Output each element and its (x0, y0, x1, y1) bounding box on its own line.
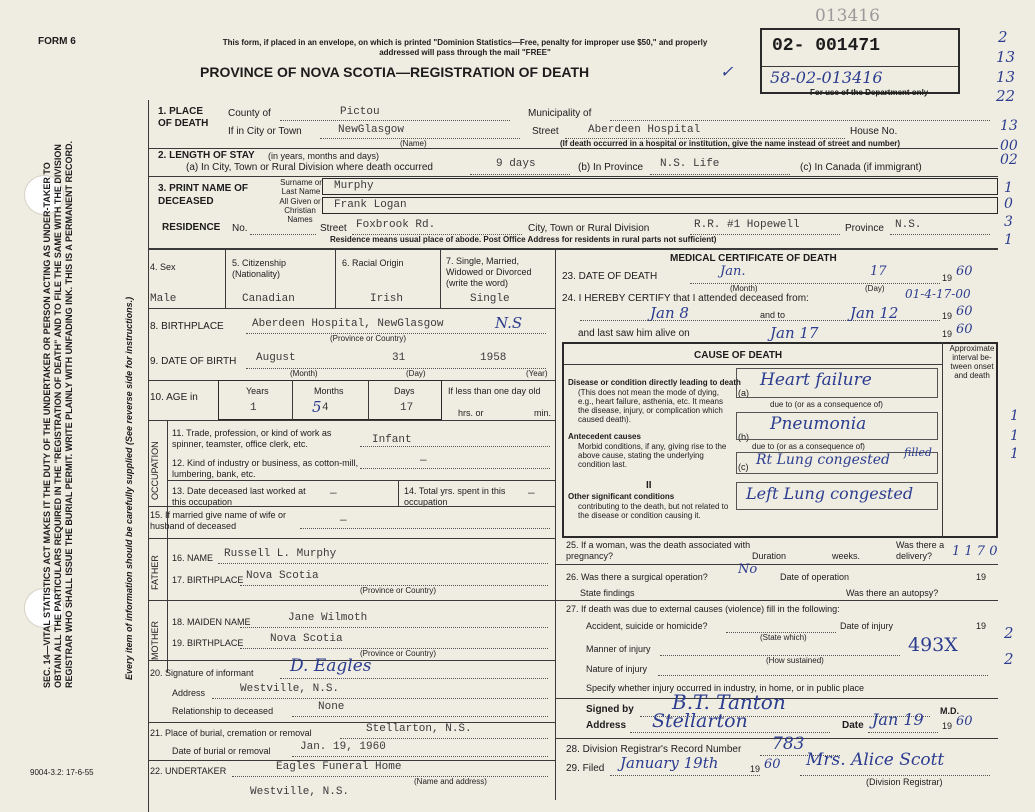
death-year: 60 (956, 264, 973, 279)
residence-label: RESIDENCE (162, 222, 221, 233)
months-value: 4 (322, 402, 329, 414)
stay-b-label: (b) In Province (578, 162, 644, 173)
antecedent-label: Antecedent causes (568, 432, 641, 441)
mail-notice: This form, if placed in an envelope, on which is printed "Dominion Statistics—Free, penalty for improper use $50," and properly addressed will pass through the mail "FREE" (222, 38, 708, 57)
name-label: 3. PRINT NAME OF DECEASED (158, 183, 249, 207)
informant-signature: D. Eagles (290, 656, 372, 676)
cause-c-value-2: filled (904, 446, 932, 459)
stay-a-label: (a) In City, Town or Rural Division where death occurred (186, 162, 433, 173)
op-date-label: Date of operation (780, 572, 850, 582)
cause-c-label: (c) (738, 462, 749, 472)
stay-a-value: 9 days (496, 158, 536, 170)
law-notice: SEC. 14—VITAL STATISTICS ACT MAKES IT THE DUTY OF THE UNDERTAKER OR PERSON ACTING AS UNDER-TAKER TO OBTAIN ALL THE PARTICULARS REQUIRED IN THE "REGISTRATION OF DEATH" AND TO FILE THE SAME WITH THE DIVISION REGISTRAR WHO SHALL ISSUE THE BURIAL PERMIT. WRITE PLAINLY WITH UNFADING INK. THIS IS A PERMANENT RECORD. (42, 140, 74, 688)
mother-bp-value: Nova Scotia (270, 633, 343, 645)
md-label: M.D. (940, 706, 959, 716)
hrs-label: hrs. or (458, 408, 484, 418)
q25-label: 25. If a woman, was the death associated with pregnancy? (566, 540, 751, 561)
antecedent-hint: Morbid conditions, if any, giving rise to the above cause, stating the underlying condition last. (578, 442, 727, 469)
relation-label: Relationship to deceased (172, 706, 274, 716)
margin-number: 1 (1010, 408, 1019, 424)
attended-year: 60 (956, 304, 973, 319)
doctor-address-value: Stellarton (652, 710, 748, 732)
given-value: Frank Logan (334, 199, 407, 211)
info-notice: Every item of information should be carefully supplied (See reverse side for instructions.) (124, 296, 134, 680)
father-bp-value: Nova Scotia (246, 570, 319, 582)
dob-month: August (256, 352, 296, 364)
age-label: 10. AGE in (150, 392, 198, 403)
signed-label: Signed by (586, 704, 634, 715)
sex-label: 4. Sex (150, 262, 176, 272)
medical-title: MEDICAL CERTIFICATE OF DEATH (670, 253, 837, 264)
undertaker-hint: (Name and address) (414, 777, 487, 786)
marital-value: Single (470, 293, 510, 305)
occupation-side-label: OCCUPATION (150, 441, 160, 500)
city-value: NewGlasgow (338, 124, 405, 136)
immediate-hint: (This does not mean the mode of dying, e.g., heart failure, asthenia, etc. It means the disease, injury, or complication which caused death). (578, 388, 723, 424)
injury-date-label: Date of injury (840, 621, 894, 631)
stay-label: 2. LENGTH OF STAY (158, 150, 255, 161)
margin-number: 1 (1010, 428, 1019, 444)
q11-value: Infant (372, 434, 412, 446)
street-value: Aberdeen Hospital (588, 124, 701, 136)
cause-title: CAUSE OF DEATH (694, 350, 783, 361)
top-stamp: 013416 (815, 6, 880, 26)
margin-number: 1 (1010, 446, 1019, 462)
last-saw-label: and last saw him alive on (578, 328, 690, 339)
q14-value: — (528, 488, 535, 500)
mother-bp-label: 19. BIRTHPLACE (172, 638, 244, 648)
municipality-label: Municipality of (528, 108, 592, 119)
nature-label: Nature of injury (586, 664, 648, 674)
house-label: House No. (850, 126, 898, 137)
county-value: Pictou (340, 106, 380, 118)
last-saw-nineteen: 19 (942, 329, 953, 339)
dob-day-hint: (Day) (406, 369, 426, 378)
accident-label: Accident, suicide or homicide? (586, 621, 708, 631)
birthplace-value: Aberdeen Hospital, NewGlasgow (252, 318, 444, 330)
father-bp-hint: (Province or Country) (360, 586, 437, 595)
op-date-nineteen: 19 (976, 572, 987, 582)
other-value: Left Lung congested (746, 484, 914, 503)
surname-label: Surname or Last Name (280, 178, 322, 196)
months-correction: 5 (312, 398, 322, 416)
interval-label: Approximate interval be-tween onset and death (949, 344, 995, 380)
residence-hint: Residence means usual place of abode. Post Office Address for residents in rural parts not sufficient) (330, 235, 717, 244)
dob-label: 9. DATE OF BIRTH (150, 356, 237, 367)
q26-label: 26. Was there a surgical operation? (566, 572, 708, 582)
cause-b-label: (b) (738, 432, 749, 442)
and-to-label: and to (760, 310, 786, 320)
dob-year-hint: (Year) (526, 369, 548, 378)
margin-number: 1 (1004, 180, 1013, 196)
death-month-hint: (Month) (730, 284, 758, 293)
delivery-label: Was there a delivery? (896, 540, 945, 561)
weeks-label: weeks. (832, 551, 861, 561)
part-two-label: II (646, 480, 652, 491)
margin-number: 00 (1000, 138, 1018, 154)
q13-label: 13. Date deceased last worked at this occupation (172, 486, 306, 507)
birthplace-label: 8. BIRTHPLACE (150, 321, 224, 332)
attended-from: Jan 8 (650, 304, 689, 322)
margin-number: 2 (1004, 650, 1014, 668)
cause-a-value: Heart failure (760, 370, 872, 390)
filed-nineteen: 19 (750, 764, 761, 774)
page-title: PROVINCE OF NOVA SCOTIA—REGISTRATION OF DEATH (200, 64, 590, 80)
doctor-signature: B.T. Tanton (672, 690, 786, 714)
informant-sig-label: 20. Signature of informant (150, 668, 254, 678)
q12-label: 12. Kind of industry or business, as cotton-mill, lumbering, bank, etc. (172, 458, 359, 479)
mother-bp-hint: (Province or Country) (360, 649, 437, 658)
q29-label: 29. Filed (566, 763, 605, 774)
how-hint: (How sustained) (766, 656, 824, 665)
filed-year: 60 (764, 757, 781, 772)
registrar-label: (Division Registrar) (866, 777, 943, 787)
q14-label: 14. Total yrs. spent in this occupation (404, 486, 506, 507)
father-bp-label: 17. BIRTHPLACE (172, 575, 244, 585)
years-label: Years (246, 386, 269, 396)
findings-label: State findings (580, 588, 635, 598)
father-name-value: Russell L. Murphy (224, 548, 337, 560)
months-label: Months (314, 386, 344, 396)
margin-number: 1 (1004, 232, 1013, 248)
dob-month-hint: (Month) (290, 369, 318, 378)
stay-c-label: (c) In Canada (if immigrant) (800, 162, 922, 173)
q12-value: — (420, 455, 427, 467)
under-day-label: If less than one day old (448, 386, 541, 396)
due-to-a: due to (or as a consequence of) (770, 400, 883, 409)
cause-b-value: Pneumonia (770, 414, 867, 434)
county-label: County of (228, 108, 271, 119)
q15-label: 15. If married give name of wife or husband of deceased (150, 510, 287, 531)
margin-number: 13 (1000, 118, 1018, 134)
citizen-label: 5. Citizenship (Nationality) (232, 258, 287, 279)
registration-code: 58-02-013416 (770, 68, 883, 87)
margin-number: 02 (1000, 152, 1018, 168)
burial-date-label: Date of burial or removal (172, 746, 271, 756)
form-number: FORM 6 (38, 36, 76, 47)
q13-value: — (330, 488, 337, 500)
cause-code: 493X (908, 634, 958, 656)
residence-city-label: City, Town or Rural Division (528, 223, 650, 234)
city-label: If in City or Town (228, 126, 302, 137)
stay-hint: (in years, months and days) (268, 151, 380, 161)
residence-street-value: Foxbrook Rd. (356, 219, 436, 231)
undertaker-address: Westville, N.S. (250, 786, 350, 798)
other-label: Other significant conditions (568, 492, 675, 501)
death-nineteen: 19 (942, 273, 953, 283)
where-label: Specify whether injury occurred in industry, in home, or in public place (586, 683, 864, 693)
registration-number: 02- 001471 (772, 36, 881, 56)
last-saw-value: Jan 17 (770, 324, 819, 342)
doctor-address-label: Address (586, 720, 627, 731)
doctor-date-nineteen: 19 (942, 721, 953, 731)
dob-year: 1958 (480, 352, 507, 364)
surname-box (322, 178, 998, 195)
attended-to: Jan 12 (850, 304, 899, 322)
death-day: 17 (870, 264, 887, 279)
due-to-b: due to (or as a consequence of) (752, 442, 865, 451)
marital-label: 7. Single, Married, Widowed or Divorced (write the word) (446, 256, 532, 288)
birthplace-hint: (Province or Country) (330, 334, 407, 343)
dob-day: 31 (392, 352, 406, 364)
doctor-date-value: Jan 19 (872, 710, 924, 729)
margin-number: 3 (1004, 214, 1013, 230)
relation-value: None (318, 701, 345, 713)
given-box (322, 197, 998, 214)
burial-place-label: 21. Place of burial, cremation or removal (150, 728, 312, 738)
burial-date-value: Jan. 19, 1960 (300, 741, 386, 753)
registrar-signature: Mrs. Alice Scott (806, 750, 945, 770)
given-label: All Given or Christian Names (279, 197, 321, 224)
cause-a-label: (a) (738, 388, 749, 398)
residence-no-label: No. (232, 223, 248, 234)
undertaker-label: 22. UNDERTAKER (150, 766, 227, 776)
doctor-date-label: Date (842, 720, 864, 731)
doctor-date-year: 60 (956, 714, 973, 729)
state-which-hint: (State which) (760, 633, 807, 642)
immediate-label: Disease or condition directly leading to death (568, 378, 741, 387)
dept-use-note: For use of the Department only (810, 88, 929, 97)
place-label: 1. PLACE OF DEATH (158, 106, 209, 129)
name-hint: (Name) (400, 139, 427, 148)
citizen-value: Canadian (242, 293, 295, 305)
residence-province-value: N.S. (895, 219, 922, 231)
cause-c-value: Rt Lung congested (756, 452, 890, 468)
burial-place-value: Stellarton, N.S. (366, 723, 472, 735)
duration-label: Duration (752, 551, 787, 561)
informant-address-label: Address (172, 688, 206, 698)
filed-value: January 19th (620, 754, 719, 772)
origin-value: Irish (370, 293, 404, 305)
q11-label: 11. Trade, profession, or kind of work as spinner, teamster, office clerk, etc. (172, 428, 332, 449)
check-mark: ✓ (720, 62, 734, 81)
death-month: Jan. (720, 264, 746, 279)
mother-name-value: Jane Wilmoth (288, 612, 368, 624)
last-saw-year: 60 (956, 322, 973, 337)
min-label: min. (534, 408, 552, 418)
birthplace-handwritten: N.S (495, 314, 523, 332)
residence-street-label: Street (320, 223, 347, 234)
margin-number: 13 (996, 68, 1016, 86)
years-value: 1 (250, 402, 257, 414)
mother-name-label: 18. MAIDEN NAME (172, 617, 251, 627)
q28-label: 28. Division Registrar's Record Number (566, 744, 742, 755)
stay-b-value: N.S. Life (660, 158, 720, 170)
surname-value: Murphy (334, 180, 374, 192)
sex-value: Male (150, 293, 177, 305)
injury-nineteen: 19 (976, 621, 987, 631)
delivery-value: 1 1 7 0 (952, 544, 998, 559)
undertaker-value: Eagles Funeral Home (276, 761, 402, 773)
father-name-label: 16. NAME (172, 553, 214, 563)
attended-nineteen: 19 (942, 311, 953, 321)
q24-label: 24. I HEREBY CERTIFY that I attended deceased from: (562, 293, 809, 304)
q27-label: 27. If death was due to external causes (violence) fill in the following: (566, 604, 840, 614)
residence-province-label: Province (845, 223, 884, 234)
days-label: Days (394, 386, 415, 396)
informant-address-value: Westville, N.S. (240, 683, 340, 695)
q23-label: 23. DATE OF DEATH (562, 271, 658, 282)
death-day-hint: (Day) (865, 284, 885, 293)
street-label: Street (532, 126, 559, 137)
origin-label: 6. Racial Origin (342, 258, 404, 268)
residence-city-value: R.R. #1 Hopewell (694, 219, 800, 231)
days-value: 17 (400, 402, 414, 414)
mother-side-label: MOTHER (150, 621, 160, 660)
margin-number: 22 (996, 87, 1016, 105)
margin-number: 2 (998, 28, 1008, 46)
manner-label: Manner of injury (586, 644, 651, 654)
margin-number: 2 (1004, 624, 1014, 642)
corner-code: 01-4-17-00 (905, 287, 971, 301)
father-side-label: FATHER (150, 555, 160, 590)
q26-value: No (738, 562, 758, 577)
q15-value: — (340, 515, 347, 527)
q28-value: 783 (772, 734, 805, 754)
street-hint: (If death occurred in a hospital or institution, give the name instead of street and number) (560, 139, 901, 148)
print-code: 9004-3.2: 17-6-55 (30, 768, 94, 777)
other-hint: contributing to the death, but not related to the disease or condition causing it. (578, 502, 729, 520)
margin-number: 0 (1004, 196, 1013, 212)
margin-number: 13 (996, 48, 1016, 66)
autopsy-label: Was there an autopsy? (846, 588, 939, 598)
